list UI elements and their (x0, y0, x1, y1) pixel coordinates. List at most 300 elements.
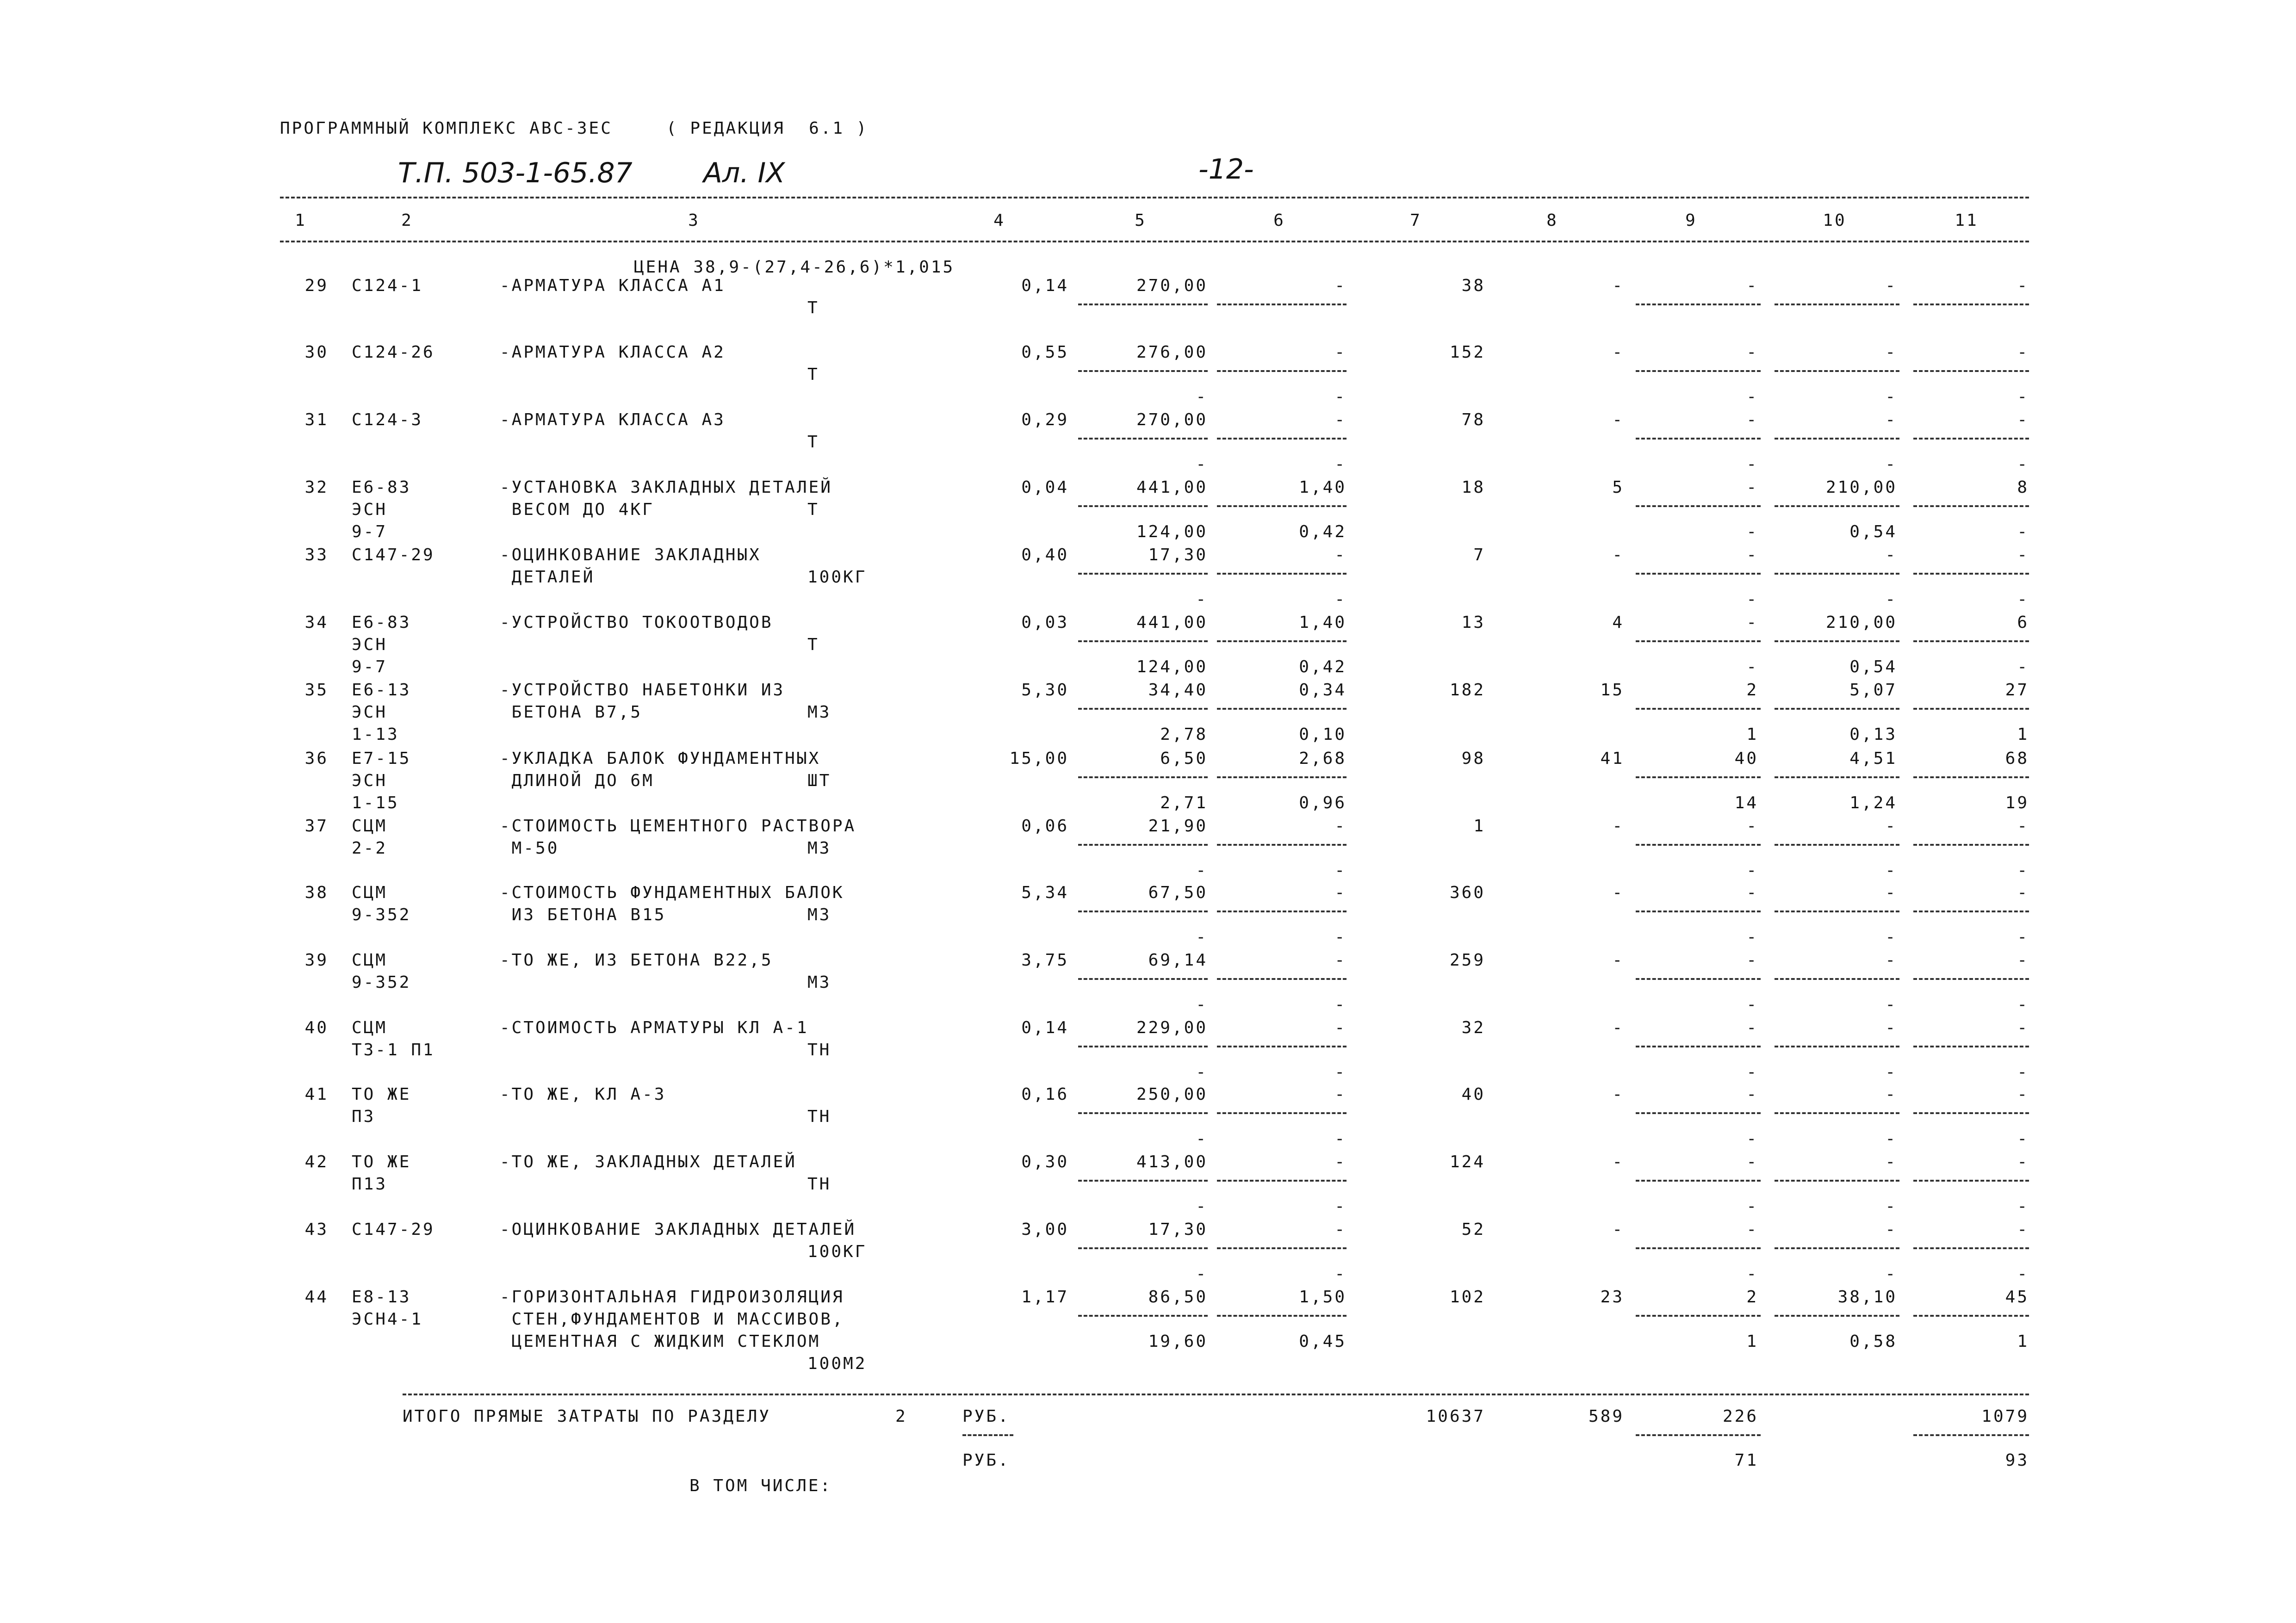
row-rule (1636, 1247, 1761, 1249)
row-rule (1636, 370, 1761, 372)
row-description: -ОЦИНКОВАНИЕ ЗАКЛАДНЫХ ДЕТАЛЕЙ (500, 1220, 856, 1239)
row-description: -АРМАТУРА КЛАССА А2 (500, 343, 726, 362)
row-number: 32 (304, 478, 329, 497)
row-rule (1636, 438, 1761, 440)
row-col7: 182 (1449, 681, 1485, 700)
album-number: Ал. IX (703, 157, 785, 189)
col-header: 6 (1273, 211, 1285, 230)
row-col9-second: - (1746, 387, 1758, 406)
row-col6-second: - (1334, 590, 1347, 609)
row-col10-second: - (1885, 590, 1897, 609)
row-col8: - (1612, 817, 1624, 836)
row-col10: - (1885, 410, 1897, 429)
including-label: В ТОМ ЧИСЛЕ: (689, 1476, 832, 1495)
row-unit: ТН (807, 1175, 832, 1194)
row-col11-second: - (2017, 590, 2029, 609)
row-col10: - (1885, 276, 1897, 295)
row-rule (1913, 640, 2029, 642)
row-description: -СТОИМОСТЬ ФУНДАМЕНТНЫХ БАЛОК (500, 883, 844, 902)
row-col6-second: - (1334, 1063, 1347, 1082)
row-rule (1217, 1315, 1347, 1317)
row-rule (1913, 505, 2029, 507)
row-unit: Т (807, 298, 819, 317)
row-code: ЭСН4-1 (352, 1310, 423, 1329)
row-col10-second: - (1885, 387, 1897, 406)
row-col10-second: 0,54 (1849, 657, 1897, 676)
totals-currency-rule (962, 1434, 1013, 1436)
row-rule (1775, 911, 1899, 912)
row-col9-second: - (1746, 928, 1758, 947)
row-col4: 1,17 (1021, 1288, 1069, 1307)
row-col8: 4 (1612, 613, 1624, 632)
row-rule (1913, 844, 2029, 846)
row-col11-second: - (2017, 1129, 2029, 1148)
row-col8: - (1612, 951, 1624, 970)
row-description: ДЕТАЛЕЙ (500, 568, 595, 587)
row-code: 2-2 (352, 839, 388, 858)
row-col9: - (1746, 343, 1758, 362)
row-col11-second: 1 (2017, 1332, 2029, 1351)
row-code: С124-1 (352, 276, 423, 295)
row-col8: 41 (1600, 749, 1624, 768)
row-col7: 98 (1461, 749, 1485, 768)
row-col7: 152 (1449, 343, 1485, 362)
row-col6: - (1334, 951, 1347, 970)
row-description: -ГОРИЗОНТАЛЬНАЯ ГИДРОИЗОЛЯЦИЯ (500, 1288, 844, 1307)
row-col6: 1,40 (1299, 478, 1347, 497)
row-rule (1913, 1112, 2029, 1114)
totals-col8: 589 (1588, 1407, 1624, 1426)
row-col5: 250,00 (1136, 1085, 1208, 1104)
row-col11: - (2017, 883, 2029, 902)
row-col11: - (2017, 545, 2029, 564)
row-code: Е7-15 (352, 749, 411, 768)
row-col6: - (1334, 1018, 1347, 1037)
row-col11-second: - (2017, 387, 2029, 406)
row-col6: 0,34 (1299, 681, 1347, 700)
row-rule (1913, 1315, 2029, 1317)
row-col11: - (2017, 343, 2029, 362)
row-col6: - (1334, 276, 1347, 295)
row-description: -ТО ЖЕ, КЛ А-3 (500, 1085, 666, 1104)
row-code: ТО ЖЕ (352, 1152, 411, 1171)
row-col8: - (1612, 883, 1624, 902)
row-col11-second: - (2017, 1197, 2029, 1216)
row-rule (1775, 505, 1899, 507)
col-header: 1 (295, 211, 307, 230)
row-rule (1775, 304, 1899, 305)
row-col11: 6 (2017, 613, 2029, 632)
row-rule (1078, 911, 1208, 912)
row-col5: 21,90 (1148, 817, 1208, 836)
project-number: Т.П. 503-1-65.87 (398, 157, 633, 189)
row-number: 39 (304, 951, 329, 970)
row-rule (1913, 304, 2029, 305)
row-number: 42 (304, 1152, 329, 1171)
row-col6-second: 0,45 (1299, 1332, 1347, 1351)
row-col11-second: 19 (2005, 793, 2029, 812)
row-col9-second: 14 (1734, 793, 1758, 812)
row-col6-second: 0,42 (1299, 522, 1347, 541)
row-rule (1078, 438, 1208, 440)
totals-col11: 1079 (1981, 1407, 2029, 1426)
row-col5-second: - (1196, 928, 1208, 947)
row-rule (1078, 304, 1208, 305)
row-rule (1217, 304, 1347, 305)
row-code: 9-352 (352, 973, 411, 992)
row-rule (1078, 1315, 1208, 1317)
row-rule (1913, 978, 2029, 980)
row-rule (1217, 573, 1347, 575)
row-col4: 0,40 (1021, 545, 1069, 564)
row-col4: 0,14 (1021, 1018, 1069, 1037)
row-col6-second: - (1334, 1197, 1347, 1216)
totals-currency: РУБ. (962, 1407, 1010, 1426)
row-rule (1636, 708, 1761, 710)
row-rule (1775, 844, 1899, 846)
row-col7: 1 (1473, 817, 1485, 836)
row-col6-second: 0,96 (1299, 793, 1347, 812)
row-col10-second: 0,54 (1849, 522, 1897, 541)
row-col4: 0,29 (1021, 410, 1069, 429)
row-col8: - (1612, 1085, 1624, 1104)
row-rule (1775, 370, 1899, 372)
row-col5-second: - (1196, 1264, 1208, 1283)
row-col10: - (1885, 817, 1897, 836)
row-col7: 32 (1461, 1018, 1485, 1037)
row-col9: - (1746, 1152, 1758, 1171)
row-rule (1775, 1112, 1899, 1114)
row-code: С124-26 (352, 343, 435, 362)
row-col11: - (2017, 1220, 2029, 1239)
row-unit: 100М2 (807, 1354, 867, 1373)
row-rule (1217, 708, 1347, 710)
row-col11-second: 1 (2017, 725, 2029, 744)
row-code: ЭСН (352, 703, 388, 722)
row-description: -УСТРОЙСТВО НАБЕТОНКИ ИЗ (500, 681, 785, 700)
row-description: -СТОИМОСТЬ ЦЕМЕНТНОГО РАСТВОРА (500, 817, 856, 836)
row-col9: - (1746, 545, 1758, 564)
row-col5-second: - (1196, 387, 1208, 406)
row-rule (1775, 1315, 1899, 1317)
totals-col11-2: 93 (2005, 1451, 2029, 1470)
totals-col9: 226 (1722, 1407, 1758, 1426)
row-rule (1913, 708, 2029, 710)
row-col10: 5,07 (1849, 681, 1897, 700)
row-col10-second: - (1885, 1129, 1897, 1148)
row-code: Т3-1 П1 (352, 1041, 435, 1059)
row-rule (1913, 370, 2029, 372)
row-code: Е6-13 (352, 681, 411, 700)
row-rule (1775, 1180, 1899, 1182)
row-col6-second: 0,42 (1299, 657, 1347, 676)
row-rule (1775, 640, 1899, 642)
row-description: ВЕСОМ ДО 4КГ (500, 500, 654, 519)
row-col11-second: - (2017, 455, 2029, 474)
row-col7: 360 (1449, 883, 1485, 902)
row-code: 1-13 (352, 725, 399, 744)
row-col6-second: - (1334, 995, 1347, 1014)
row-col10: 210,00 (1825, 613, 1897, 632)
row-description: ЦЕМЕНТНАЯ С ЖИДКИМ СТЕКЛОМ (500, 1332, 821, 1351)
row-col10-second: - (1885, 1264, 1897, 1283)
row-rule (1636, 505, 1761, 507)
row-col10: - (1885, 1018, 1897, 1037)
row-rule (1078, 776, 1208, 778)
row-col7: 124 (1449, 1152, 1485, 1171)
row-col11-second: - (2017, 1063, 2029, 1082)
row-code: ЭСН (352, 635, 388, 654)
row-rule (1078, 708, 1208, 710)
header-rule-top (280, 197, 2029, 198)
row-col10: - (1885, 1085, 1897, 1104)
row-col5-second: - (1196, 1063, 1208, 1082)
row-col9-second: - (1746, 1129, 1758, 1148)
row-rule (1217, 978, 1347, 980)
row-col4: 3,00 (1021, 1220, 1069, 1239)
row-col10: 210,00 (1825, 478, 1897, 497)
row-col6: - (1334, 1220, 1347, 1239)
row-rule (1078, 978, 1208, 980)
row-rule (1078, 573, 1208, 575)
row-col6: 1,50 (1299, 1288, 1347, 1307)
row-col7: 52 (1461, 1220, 1485, 1239)
totals-currency-2: РУБ. (962, 1451, 1010, 1470)
row-unit: 100КГ (807, 1242, 867, 1261)
row-number: 41 (304, 1085, 329, 1104)
col-header: 4 (993, 211, 1005, 230)
row-unit: М3 (807, 703, 832, 722)
row-col5: 34,40 (1148, 681, 1208, 700)
row-col6: 1,40 (1299, 613, 1347, 632)
row-description: -УСТАНОВКА ЗАКЛАДНЫХ ДЕТАЛЕЙ (500, 478, 832, 497)
row-col5: 229,00 (1136, 1018, 1208, 1037)
row-col11: - (2017, 1018, 2029, 1037)
row-col6: 2,68 (1299, 749, 1347, 768)
row-number: 35 (304, 681, 329, 700)
row-rule (1636, 1180, 1761, 1182)
row-col7: 7 (1473, 545, 1485, 564)
row-rule (1078, 1247, 1208, 1249)
row-code: СЦМ (352, 817, 388, 836)
row-rule (1217, 1046, 1347, 1047)
row-rule (1636, 1315, 1761, 1317)
row-unit: Т (807, 433, 819, 452)
row-col11-second: - (2017, 1264, 2029, 1283)
row-col10-second: - (1885, 1197, 1897, 1216)
row-rule (1775, 708, 1899, 710)
row-col10-second: 0,13 (1849, 725, 1897, 744)
row-col4: 0,06 (1021, 817, 1069, 836)
row-col8: - (1612, 1152, 1624, 1171)
row-rule (1775, 1247, 1899, 1249)
row-description: М-50 (500, 839, 559, 858)
row-col7: 40 (1461, 1085, 1485, 1104)
page-number: -12- (1198, 153, 1254, 186)
row-col7: 102 (1449, 1288, 1485, 1307)
row-rule (1217, 844, 1347, 846)
row-rule (1636, 1112, 1761, 1114)
row-col4: 5,34 (1021, 883, 1069, 902)
row-rule (1636, 573, 1761, 575)
row-col5-second: - (1196, 455, 1208, 474)
row-col11: - (2017, 951, 2029, 970)
row-col5-second: - (1196, 1197, 1208, 1216)
row-rule (1217, 640, 1347, 642)
row-number: 34 (304, 613, 329, 632)
row-number: 38 (304, 883, 329, 902)
col-header: 3 (688, 211, 700, 230)
row-rule (1913, 573, 2029, 575)
row-col5-second: 124,00 (1136, 657, 1208, 676)
row-col5-second: 124,00 (1136, 522, 1208, 541)
row-col10: - (1885, 545, 1897, 564)
row-col9: - (1746, 951, 1758, 970)
row-col9: - (1746, 613, 1758, 632)
row-rule (1775, 1046, 1899, 1047)
row-rule (1078, 640, 1208, 642)
row-col4: 0,03 (1021, 613, 1069, 632)
row-col10-second: 1,24 (1849, 793, 1897, 812)
row-col8: 23 (1600, 1288, 1624, 1307)
row-rule (1217, 438, 1347, 440)
row-col9: - (1746, 1085, 1758, 1104)
row-col5-second: - (1196, 590, 1208, 609)
row-code: Е6-83 (352, 478, 411, 497)
row-col4: 15,00 (1009, 749, 1069, 768)
row-col7: 18 (1461, 478, 1485, 497)
row-col9: 40 (1734, 749, 1758, 768)
row-rule (1775, 978, 1899, 980)
row-description: -ТО ЖЕ, ИЗ БЕТОНА В22,5 (500, 951, 773, 970)
row-col9: - (1746, 1220, 1758, 1239)
row-col7: 38 (1461, 276, 1485, 295)
row-col5: 86,50 (1148, 1288, 1208, 1307)
row-number: 43 (304, 1220, 329, 1239)
col-header: 5 (1135, 211, 1147, 230)
row-rule (1636, 978, 1761, 980)
row-col5-second: 2,71 (1160, 793, 1208, 812)
row-col5: 441,00 (1136, 613, 1208, 632)
col-header: 11 (1955, 211, 1979, 230)
row-unit: М3 (807, 973, 832, 992)
row-rule (1913, 1247, 2029, 1249)
row-col4: 3,75 (1021, 951, 1069, 970)
row-col5-second: 19,60 (1148, 1332, 1208, 1351)
row-rule (1913, 1180, 2029, 1182)
header-rule-bottom (280, 241, 2029, 242)
row-code: Е8-13 (352, 1288, 411, 1307)
row-col7: 13 (1461, 613, 1485, 632)
row-code: СЦМ (352, 883, 388, 902)
row-number: 40 (304, 1018, 329, 1037)
totals-col9-rule (1636, 1434, 1761, 1436)
row-col5: 17,30 (1148, 545, 1208, 564)
row-col4: 0,16 (1021, 1085, 1069, 1104)
row-col10-second: - (1885, 995, 1897, 1014)
row-col8: - (1612, 545, 1624, 564)
row-col5: 270,00 (1136, 410, 1208, 429)
row-unit: Т (807, 365, 819, 384)
row-col10-second: - (1885, 455, 1897, 474)
row-col7: 259 (1449, 951, 1485, 970)
row-col10-second: - (1885, 1063, 1897, 1082)
row-col8: - (1612, 276, 1624, 295)
col-header: 10 (1823, 211, 1847, 230)
row-col10: 4,51 (1849, 749, 1897, 768)
row-col6-second: - (1334, 928, 1347, 947)
row-col11: - (2017, 817, 2029, 836)
row-description: -УСТРОЙСТВО ТОКООТВОДОВ (500, 613, 773, 632)
row-col5-second: - (1196, 861, 1208, 880)
row-rule (1913, 911, 2029, 912)
row-number: 37 (304, 817, 329, 836)
row-rule (1217, 1180, 1347, 1182)
row-col5: 276,00 (1136, 343, 1208, 362)
row-rule (1217, 776, 1347, 778)
row-code: 9-7 (352, 522, 388, 541)
totals-col9-2: 71 (1734, 1451, 1758, 1470)
row-col11: - (2017, 1152, 2029, 1171)
row-description: -ТО ЖЕ, ЗАКЛАДНЫХ ДЕТАЛЕЙ (500, 1152, 797, 1171)
row-rule (1217, 1247, 1347, 1249)
row-rule (1078, 1180, 1208, 1182)
row-number: 44 (304, 1288, 329, 1307)
row-col9: - (1746, 817, 1758, 836)
row-description: -АРМАТУРА КЛАССА А1 (500, 276, 726, 295)
edition-label: ( РЕДАКЦИЯ 6.1 ) (666, 119, 869, 138)
row-col9-second: - (1746, 455, 1758, 474)
row-number: 33 (304, 545, 329, 564)
row-col6: - (1334, 410, 1347, 429)
row-code: С147-29 (352, 545, 435, 564)
row-col6: - (1334, 883, 1347, 902)
row-col11: 45 (2005, 1288, 2029, 1307)
price-note: ЦЕНА 38,9-(27,4-26,6)*1,015 (634, 258, 955, 277)
row-col10-second: - (1885, 928, 1897, 947)
row-col6: - (1334, 1085, 1347, 1104)
row-rule (1775, 776, 1899, 778)
row-code: СЦМ (352, 951, 388, 970)
row-description: -ОЦИНКОВАНИЕ ЗАКЛАДНЫХ (500, 545, 761, 564)
row-rule (1636, 776, 1761, 778)
row-col9: 2 (1746, 681, 1758, 700)
row-col11: 8 (2017, 478, 2029, 497)
row-col10-second: - (1885, 861, 1897, 880)
row-col6: - (1334, 343, 1347, 362)
row-col5: 67,50 (1148, 883, 1208, 902)
totals-rule (403, 1394, 2029, 1395)
row-rule (1913, 776, 2029, 778)
row-unit: Т (807, 500, 819, 519)
row-rule (1078, 844, 1208, 846)
row-col6-second: - (1334, 1129, 1347, 1148)
row-col9: - (1746, 883, 1758, 902)
row-col9: - (1746, 1018, 1758, 1037)
row-code: Е6-83 (352, 613, 411, 632)
row-col10: 38,10 (1837, 1288, 1897, 1307)
row-unit: М3 (807, 905, 832, 924)
row-unit: М3 (807, 839, 832, 858)
row-col5: 413,00 (1136, 1152, 1208, 1171)
row-col11-second: - (2017, 861, 2029, 880)
row-unit: ТН (807, 1107, 832, 1126)
row-col6: - (1334, 817, 1347, 836)
row-col8: - (1612, 410, 1624, 429)
row-description: ИЗ БЕТОНА В15 (500, 905, 666, 924)
row-rule (1913, 1046, 2029, 1047)
row-rule (1078, 370, 1208, 372)
